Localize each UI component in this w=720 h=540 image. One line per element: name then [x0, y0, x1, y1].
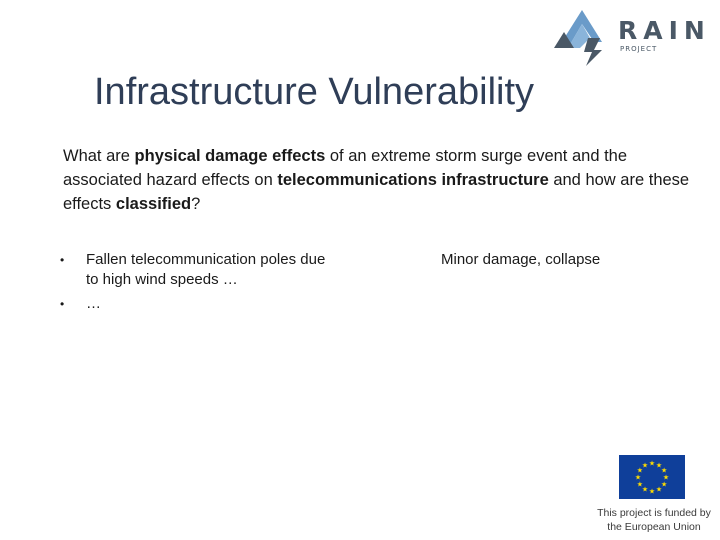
eu-caption-line: This project is funded by	[597, 507, 711, 519]
eu-star-icon: ★	[648, 460, 656, 468]
question-emphasis: telecommunications infrastructure	[277, 171, 549, 189]
rain-project-logo	[550, 8, 720, 66]
question-paragraph	[63, 144, 703, 216]
eu-star-icon: ★	[660, 481, 668, 489]
question-text: of an extreme storm surge event and the associated hazard effects on	[63, 147, 628, 189]
eu-caption-line: the European Union	[607, 521, 701, 533]
bullet-text: …	[86, 295, 101, 312]
eu-star-icon: ★	[655, 486, 663, 494]
eu-star-icon: ★	[655, 462, 663, 470]
eu-flag-icon	[619, 455, 685, 499]
question-text: What are	[63, 147, 135, 165]
eu-star-icon: ★	[648, 488, 656, 496]
eu-star-icon: ★	[662, 474, 670, 482]
rain-mountain-logo-icon	[550, 8, 614, 66]
eu-stars	[619, 455, 685, 499]
eu-funding-caption	[590, 506, 718, 534]
damage-classification-note: Minor damage, collapse	[441, 251, 601, 268]
eu-star-icon: ★	[660, 467, 668, 475]
question-emphasis: classified	[115, 195, 192, 213]
question-text: ?	[191, 195, 201, 213]
eu-star-icon: ★	[634, 474, 642, 482]
question-text: and how are these effects	[63, 171, 690, 213]
bullet-item	[60, 250, 340, 290]
eu-star-icon: ★	[636, 467, 644, 475]
eu-star-icon: ★	[636, 481, 644, 489]
slide-title: Infrastructure Vulnerability	[94, 71, 535, 113]
question-emphasis: physical damage effects	[134, 147, 326, 165]
bullet-text: Fallen telecommunication poles due to high wind speeds …	[86, 251, 326, 288]
bullet-icon: •	[60, 253, 65, 267]
bullet-icon: •	[60, 297, 65, 311]
logo-subtext: PROJECT	[620, 45, 658, 53]
eu-star-icon: ★	[641, 462, 649, 470]
eu-star-icon: ★	[641, 486, 649, 494]
logo-wordmark: RAIN	[618, 16, 711, 45]
bullet-item	[60, 294, 340, 314]
effects-bullet-list	[60, 250, 340, 318]
